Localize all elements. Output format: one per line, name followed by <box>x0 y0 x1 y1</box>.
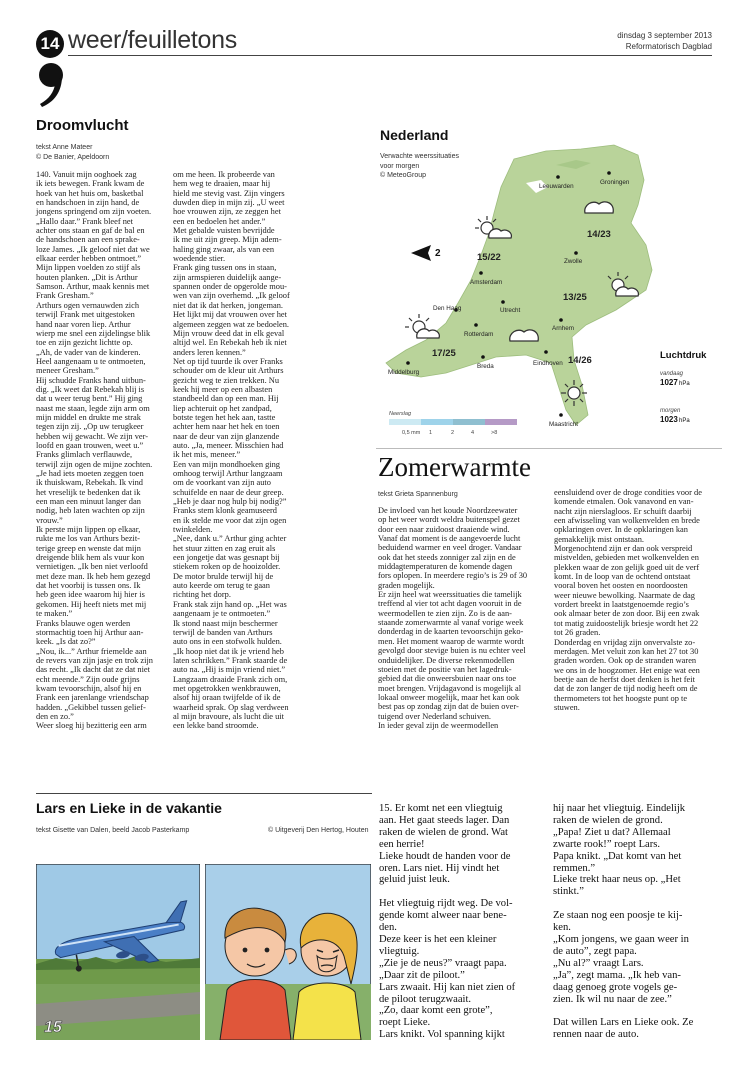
cloud-icon <box>585 202 614 213</box>
city-label: Maastricht <box>549 421 579 428</box>
pressure-title: Luchtdruk <box>660 350 707 361</box>
temperature-label: 14/23 <box>587 229 611 240</box>
comic-copyright: © Uitgeverij Den Hertog, Houten <box>268 827 369 834</box>
section-title: weer/feuilletons <box>68 26 237 54</box>
comma-logo-icon <box>36 62 66 108</box>
city-label: Zwolle <box>564 258 583 265</box>
page-number: 14 <box>36 30 64 58</box>
weather-article-column-2: eensluidend over de droge condities voor de komende etmalen. Ook vanavond en van- nacht zijn nierslagloos. Er schuift daarbij een afwisseling van wolkenvelden en brede opklaringen over. In de opklaringen kan gemakkelijk mist ontstaan. Morgenochtend zijn er dan ook verspreid mistvelden, gebieden met wolkenvelden en plekken waar de zon gelijk goed uit de verf komt. In de loop van de ochtend ontstaat vooral boven het oosten en noordoosten weer nieuwe bewolking. Naarmate de dag vordert breekt in laatstgenoemde regio’s ook almaar beter de zon door. Bij een zwak tot matig zuidoostelijk briesje wordt het 22 tot 26 graden. Donderdag en vrijdag zijn onvervalste zo- merdagen. Met veluit zon kan het 27 tot 30 graden worden. Ook op de stranden waren we ons in de hoogzomer. Het enige wat een beetje aan de herfst doet denken is het feit dat de zon langer de tijd nodig heeft om de thermometers tot het hoogste punt op te stuwen. <box>554 488 702 712</box>
city-label: Eindhoven <box>533 360 563 367</box>
pressure-tomorrow-label: morgen <box>660 408 681 414</box>
header-date-block <box>617 30 712 52</box>
comic-top-rule <box>36 793 372 794</box>
article-top-rule <box>376 448 722 449</box>
feuilleton-column-2: om me heen. Ik probeerde van hem weg te draaien, maar hij hield me stevig vast. Zijn vingers duwden diep in mijn zij. „U weet hoe vrouwen zijn, ze zeggen het een en bedoelen het ander.” Met gebalde vuisten bevrijdde ik me uit zijn greep. Mijn adem- haling ging zwaar, als van een woedende stier. Frank ging tussen ons in staan, zijn armspieren duidelijk aange- spannen onder de opgerolde mou- wen van zijn overhemd. „Ik geloof niet dat ik dat herken, jongeman. Het lijkt mij dat vrouwen over het algemeen zeggen wat ze bedoelen. Mijn vrouw deed dat in elk geval altijd wel. En Rebekah heb ik niet anders leren kennen.” Net op tijd tuurde ik over Franks schouder om de kleur uit Arthurs gezicht weg te zien trekken. Nu keek hij meer op een albasten standbeeld dan op een man. Hij liep achteruit op het zandpad, botste tegen het hek aan, tastte achter hem naar het hek en toen naar de deur van zijn glanzende auto. „Ja, meneer. Misschien had ik het mis, meneer.” Een van mijn mondhoeken ging omhoog terwijl Arthur langzaam om de voorkant van zijn auto schuifelde en naar de deur greep. „Heb je daar nog hulp bij nodig?” Franks stem klonk geamuseerd en ik stelde me voor dat zijn ogen twinkelden. „Nee, dank u.” Arthur ging achter het stuur zitten en zag eruit als een jongetje dat was gesnapt bij stiekem roken op de hooizolder. De motor brulde terwijl hij de auto keerde om terug te gaan richting het dorp. Frank stak zijn hand op. „Het was aangenaam je te ontmoeten.” Ik stond naast mijn beschermer terwijl de banden van Arthurs auto ons in een stofwolk hulden. „Ik hoop niet dat ik je vriend heb laten schrikken.” Frank staarde de auto na. „Hij is mijn vriend niet.” Langzaam draaide Frank zich om, met opgetrokken wenkbrauwen, alsof hij oraan twijfelde of ik de waarheid sprak. Op slag verdween al mijn bravoure, als lucht die uit een lekke band stroomde. <box>173 170 290 731</box>
comic-text-column-1: 15. Er komt net een vliegtuig aan. Het gaat steeds lager. Dan raken de wielen de grond. Wat een herrie! Lieke houdt de handen voor de oren. Lars niet. Hij vindt het geluid juist leuk. Het vliegtuig rijdt weg. De vol- gende komt alweer naar bene- den. Deze keer is het een kleiner vliegtuig. „Zie je de neus?” vraagt papa. „Daar zit de piloot.” Lars zwaait. Hij kan niet zien of de piloot terugzwaait. „Zo, daar komt een grote”, roept Lieke. Lars knikt. Vol spanning kijkt <box>379 803 516 1041</box>
temperature-label: 14/26 <box>568 355 592 366</box>
comic-panel-airplane <box>36 864 200 1040</box>
header-rule <box>68 55 712 56</box>
weather-article-column-1: De invloed van het koude Noordzeewater op het weer wordt weldra buitenspel gezet door een naar zuidoost draaiende wind. Vanaf dat moment is de aangevoerde lucht beduidend warmer en veel droger. Vandaar ook dat het steeds zonniger zal zijn en de middagtemperaturen de komende dagen fors oplopen. In meerdere regio’s is 29 of 30 graden mogelijk. Er zijn heel wat weerssituaties die tamelijk treffend al vier tot acht dagen vooruit in de weermodellen te zien zijn. Zo is de aan- staande zomerwarmte al vanaf vorige week donderdag in de kaarten tevoorschijn geko- men. Het moment waarop de warmte wordt gevolgd door stevige buien is nu echter veel onduidelijker. De diverse rekenmodellen stoeien met de positie van het lagedruk- gebied dat die onweersbuien naar ons toe moet brengen. Vrijdagavond is mogelijk al lokaal onweer mogelijk, maar het kan ook best pas op zondag zijn dat de buien over- tuigend over Nederland schuiven. In ieder geval zijn de weermodellen <box>378 506 528 730</box>
pressure-unit: hPa <box>679 418 690 424</box>
weather-map-subtitle: Verwachte weerssituaties voor morgen © MeteoGroup <box>380 153 459 179</box>
pressure-tomorrow-value: 1023 <box>660 415 678 424</box>
comic-episode-number: 15 <box>44 1019 62 1036</box>
city-label: Arnhem <box>552 325 575 332</box>
rain-tick: 0,5 mm <box>402 430 421 436</box>
pressure-unit: hPa <box>679 381 690 387</box>
weather-map-title: Nederland <box>380 127 449 143</box>
feuilleton-title: Droomvlucht <box>36 117 129 134</box>
city-label: Groningen <box>600 179 630 186</box>
comic-credit: tekst Gisette van Dalen, beeld Jacob Pasterkamp <box>36 827 190 834</box>
feuilleton-column-1: 140. Vanuit mijn ooghoek zag ik iets bewegen. Frank kwam de hoek van het huis om, basketbal en handschoen in zijn hand, de jongens springend om zijn voeten. „Hallo daar.” Frank bleef net achter ons staan en gaf de bal en de handschoen aan een sprake- loze James. „Ik geloof niet dat we elkaar eerder hebben ontmoet.” Mijn lippen voelden zo stijf als houten planken. „Dit is Arthur Samson. Arthur, maak kennis met Frank Gresham.” Arthurs ogen vernauwden zich terwijl Frank met uitgestoken hand naar voren liep. Arthur wierp me snel een zijdelingse blik toe en zijn gezicht lichtte op. „Ah, de vader van de kinderen. Heel aangenaam u te ontmoeten, meneer Gresham.” Hij schudde Franks hand uitbun- dig. „Ik weet dat Rebekah blij is dat u weer terug bent.” Hij ging naast me staan, legde zijn arm om mijn middel en drukte me strak tegen zijn zij. „Op uw terugkeer hebben wij gewacht. We zijn ver- loofd en gaan trouwen, weet u.” Franks glimlach verflauwde, terwijl zijn ogen de mijne zochten. „Je had iets moeten zeggen toen ik thuiskwam, Rebekah. Ik vind het vreselijk te bedenken dat ik een man een minuut langer dan nodig, heb laten wachten op zijn vrouw.” Ik perste mijn lippen op elkaar, rukte me los van Arthurs bezit- terige greep en wenste dat mijn dreigende blik hem als vuur kon vernietigen. „Ik ben niet verloofd met deze man. Ik heb hem gezegd dat het voorbij is tussen ons. Ik heb geen idee waarom hij hier is gekomen. Hij heeft niets met mij te maken.” Franks blauwe ogen werden stormachtig toen hij Arthur aan- keek. „Is dat zo?” „Nou, ik...” Arthur friemelde aan de revers van zijn jasje en trok zijn das recht. „Ik dacht dat ze dat niet echt meende.” Zijn oude grijns kwam tevoorschijn, alsof hij en Frank een jarenlange vriendschap hadden. „Gekibbel tussen gelief- den en zo.” Weer sloeg hij bezitterig een arm <box>36 170 153 731</box>
city-label: Utrecht <box>500 307 521 314</box>
temperature-label: 13/25 <box>563 292 587 303</box>
temperature-label: 17/25 <box>432 348 456 359</box>
rain-legend-label: Neerslag <box>389 411 412 417</box>
sun-cloud-icon <box>405 314 439 338</box>
comic-title: Lars en Lieke in de vakantie <box>36 800 222 816</box>
rain-tick: 4 <box>471 430 475 436</box>
wind-force-label: 2 <box>435 248 441 259</box>
weather-map <box>376 125 722 440</box>
pressure-today-value: 1027 <box>660 378 678 387</box>
feuilleton-author: tekst Anne Mateer <box>36 144 93 151</box>
city-label: Middelburg <box>388 369 420 376</box>
rain-tick: 2 <box>451 430 455 436</box>
wind-arrow-icon <box>411 245 431 261</box>
newspaper-name: Reformatorisch Dagblad <box>625 42 712 51</box>
rain-tick: >8 <box>491 430 498 436</box>
comic-text-column-2: hij naar het vliegtuig. Eindelijk raken de wielen de grond. „Papa! Ziet u dat? Allemaal zwarte rook!” roept Lars. Papa knikt. „Dat komt van het remmen.” Lieke trekt haar neus op. „Het stinkt.” Ze staan nog een poosje te kij- ken. „Kom jongens, we gaan weer in de auto”, zegt papa. „Nu al?” vraagt Lars. „Ja”, zegt mama. „Ik heb van- daag genoeg grote vogels ge- zien. Ik wil nu naar de zee.” Dat willen Lars en Lieke ook. Ze rennen naar de auto. <box>553 803 694 1041</box>
cloud-icon <box>510 330 539 341</box>
issue-date: dinsdag 3 september 2013 <box>617 31 712 40</box>
city-label: Den Haag <box>433 305 462 312</box>
temperature-label: 15/22 <box>477 252 501 263</box>
comic-panel-children <box>205 864 371 1040</box>
pressure-today-label: vandaag <box>660 371 684 377</box>
weather-article-author: tekst Grieta Spannenburg <box>378 491 458 498</box>
city-label: Rotterdam <box>464 331 494 338</box>
weather-article-title: Zomerwarmte <box>378 452 531 482</box>
city-label: Leeuwarden <box>539 183 574 190</box>
city-label: Breda <box>477 363 494 370</box>
rain-tick: 1 <box>429 430 433 436</box>
city-label: Amsterdam <box>470 279 503 286</box>
feuilleton-publisher: © De Banier, Apeldoorn <box>36 154 110 161</box>
